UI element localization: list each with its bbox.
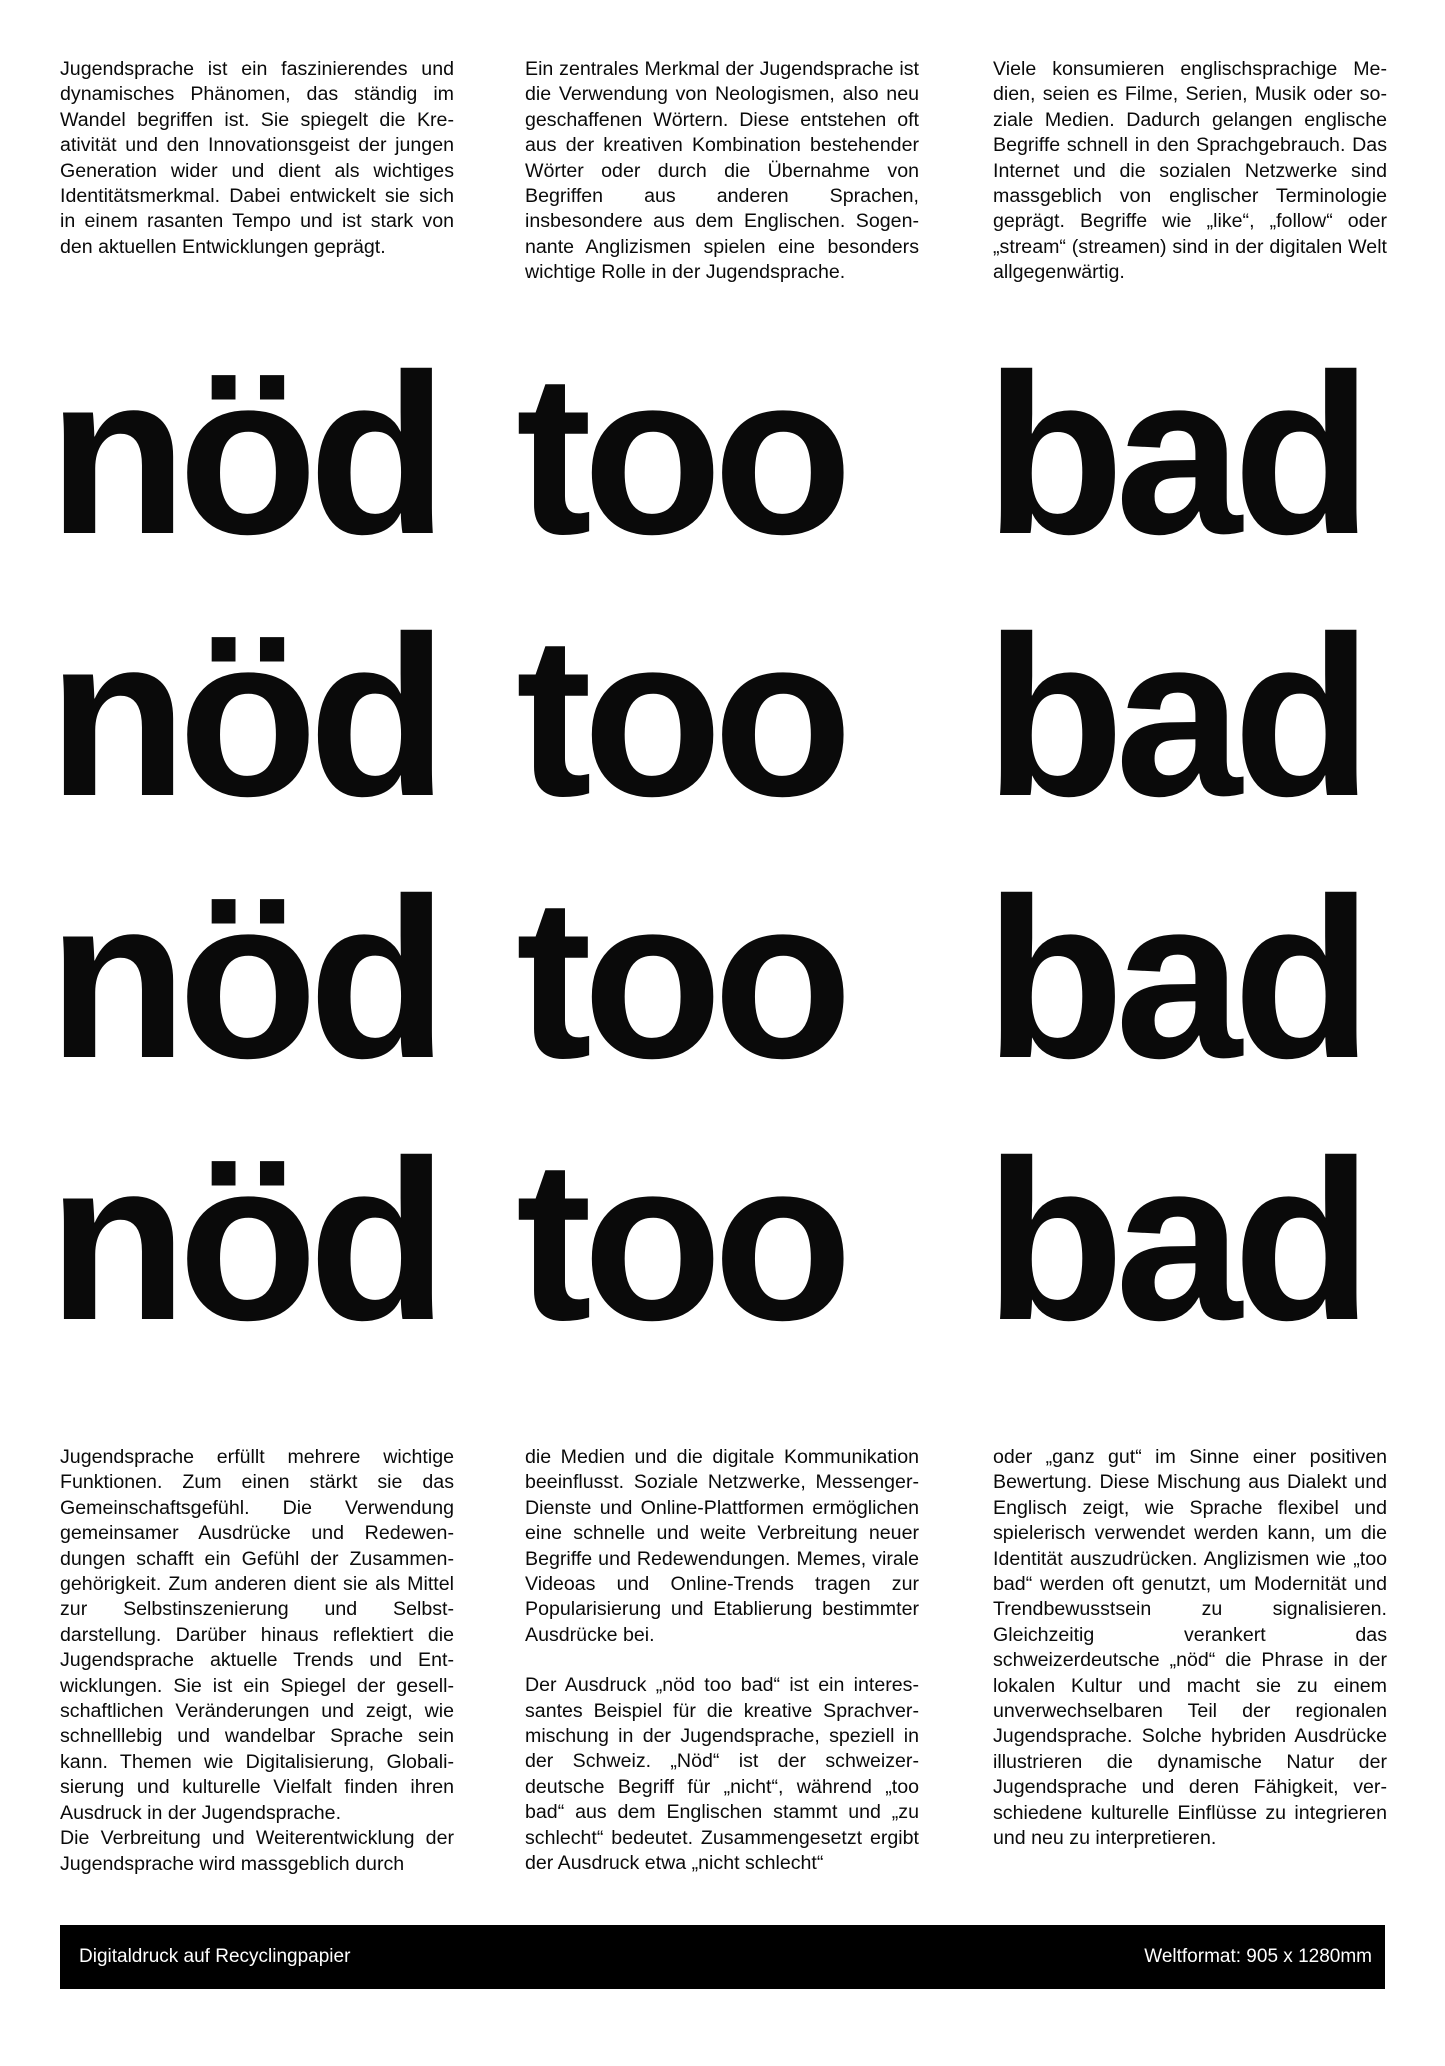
headline-word-bad: bad (985, 328, 1364, 582)
intro-paragraph: Jugendsprache ist ein faszinierendes und dynamisches Phänomen, das ständig im Wandel begriffen ist. Sie spiegelt die Kreativität und den Innovationsgeist der jungen Generation wider und dient als wichtiges Identitätsmerkmal. Dabei entwickelt sie sich in einem rasanten Tempo und ist stark von den aktuellen Entwicklungen geprägt. (60, 58, 454, 258)
headline-word-nod: nöd (48, 590, 439, 844)
body-paragraph: Jugendsprache erfüllt mehrere wichtige Funktionen. Zum einen stärkt sie das Gemeinschaftsgefühl. Die Verwendung gemeinsamer Ausdrücke und Redewendungen schafft ein Gefühl der Zusammengehörigkeit. Zum anderen dient sie als Mittel zur Selbstinszenierung und Selbstdarstellung. Darüber hinaus reflektiert die Jugendsprache aktuelle Trends und Entwicklungen. Sie ist ein Spiegel der gesellschaftlichen Veränderungen und zeigt, wie schnelllebig und wandelbar Sprache sein kann. Themen wie Digitalisierung, Globalisierung und kulturelle Vielfalt finden ihren Ausdruck in der Jugendsprache. (60, 1446, 454, 1824)
headline-word-nod: nöd (48, 852, 439, 1106)
headline-word-nod: nöd (48, 1114, 439, 1368)
footer-format-info: Weltformat: 905 x 1280mm (1144, 1946, 1372, 1967)
body-paragraph: die Medien und die digitale Kommunikation beeinflusst. Soziale Netzwerke, Messenger-Dienste und Online-Plattformen ermöglichen eine schnelle und weite Verbreitung neuer Begriffe und Redewendungen. Memes, virale Videoas und Online-Trends tragen zur Popularisierung und Etablierung bestimmter Ausdrücke bei. (525, 1446, 919, 1646)
body-column-2 (525, 1445, 919, 1877)
footer-bar (60, 1925, 1385, 1989)
headline-word-bad: bad (985, 590, 1364, 844)
footer-print-info: Digitaldruck auf Recyclingpapier (79, 1946, 351, 1967)
intro-paragraph: Ein zentrales Merkmal der Jugendsprache ist die Verwendung von Neologismen, also neu geschaffenen Wörtern. Diese entstehen oft aus der kreativen Kombination bestehender Wörter oder durch die Übernahme von Begriffen aus anderen Sprachen, insbesondere aus dem Englischen. Sogennante Anglizismen spielen eine besonders wichtige Rolle in der Jugendsprache. (525, 58, 919, 284)
body-paragraph: oder „ganz gut“ im Sinne einer positiven Bewertung. Diese Mischung aus Dialekt und Englisch zeigt, wie Sprache flexibel und spielerisch verwendet werden kann, um die Identität auszudrücken. Anglizismen wie „too bad“ werden oft genutzt, um Modernität und Trendbewusstsein zu signalisieren. Gleichzeitig verankert das schweizerdeutsche „nöd“ die Phrase in der lokalen Kultur und macht sie zu einem unverwechselbaren Teil der regionalen Jugendsprache. Solche hybriden Ausdrücke illustrieren die dynamische Natur der Jugendsprache und deren Fähigkeit, verschiedene kulturelle Einflüsse zu integrieren und neu zu interpretieren. (993, 1446, 1387, 1850)
body-paragraph: Die Verbreitung und Weiterentwicklung der Jugendsprache wird massgeblich durch (60, 1827, 454, 1875)
intro-paragraph: Viele konsumieren englischsprachige Medien, seien es Filme, Serien, Musik oder soziale Medien. Dadurch gelangen englische Begriffe schnell in den Sprachgebrauch. Das Internet und die sozialen Netzwerke sind massgeblich von englischer Terminologie geprägt. Begriffe wie „like“, „follow“ oder „stream“ (streamen) sind in der digitalen Welt allgegenwärtig. (993, 58, 1387, 284)
headline-word-too: too (516, 590, 844, 844)
body-paragraph: Der Ausdruck „nöd too bad“ ist ein interessantes Beispiel für die kreative Sprachvermischung in der Jugendsprache, speziell in der Schweiz. „Nöd“ ist der schweizerdeutsche Begriff für „nicht“, während „too bad“ aus dem Englischen stammt und „zu schlecht“ bedeutet. Zusammengesetzt ergibt der Ausdruck etwa „nicht schlecht“ (525, 1674, 919, 1875)
body-column-3 (993, 1445, 1387, 1852)
headline-word-bad: bad (985, 852, 1364, 1106)
headline-word-too: too (516, 328, 844, 582)
headline-word-bad: bad (985, 1114, 1364, 1368)
body-column-1 (60, 1445, 454, 1877)
headline-word-too: too (516, 852, 844, 1106)
headline-word-nod: nöd (48, 328, 439, 582)
headline-word-too: too (516, 1114, 844, 1368)
